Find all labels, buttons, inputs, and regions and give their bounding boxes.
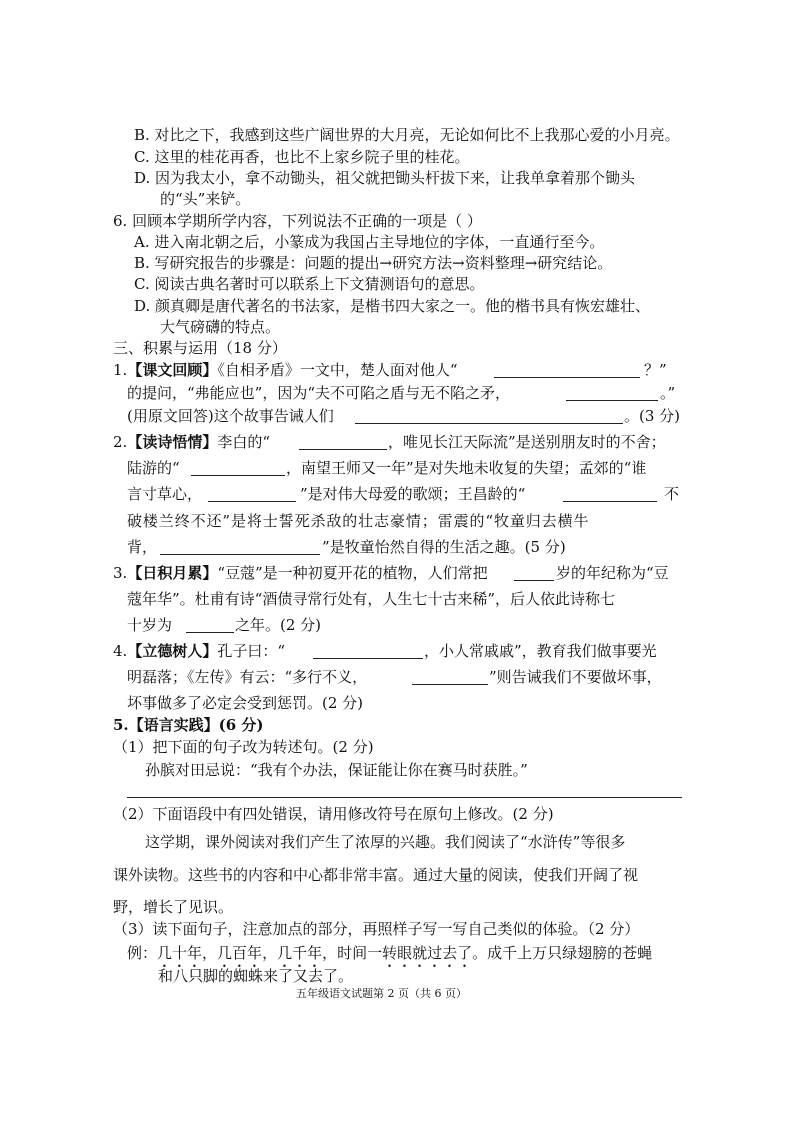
q2-line-4: 破楼兰终不还”是将士誓死杀敌的壮志豪情；雷震的“牧童归去横牛 <box>127 512 590 530</box>
q1-blank-2[interactable] <box>566 400 658 401</box>
q3-text: “豆蔻”是一种初夏开花的植物，人们常把 <box>217 564 488 582</box>
q5-paragraph-line-3: 野，增长了见识。 <box>113 898 234 916</box>
q4-text: ，小人常戚戚”，教育我们做事要光 <box>424 642 657 660</box>
q2-tag: 【读诗悟情】 <box>127 433 218 451</box>
section-title: 三、积累与运用（18 分） <box>113 339 287 357</box>
q2-text: ”是牧童怡然自得的生活之趣。(5 分) <box>322 538 566 556</box>
q2-text: 不 <box>664 485 680 503</box>
q4-tag: 【立德树人】 <box>127 642 218 660</box>
question-5-title: 5.【语言实践】(6 分) <box>113 716 264 734</box>
q4-number: 4. <box>113 642 128 660</box>
q3-blank-2[interactable] <box>186 632 234 633</box>
example-label: 例： <box>127 944 158 962</box>
q2-text: ，唯见长江天际流”是送别朋友时的不舍； <box>388 433 666 451</box>
question-3-line-1 <box>113 563 488 583</box>
option-d: D. 因为我太小，拿不动锄头，祖父就把锄头杆拔下来，让我单拿着那个锄头 <box>134 169 636 187</box>
q1-blank-3[interactable] <box>355 423 623 424</box>
q3-text: 之年。(2 分) <box>235 616 322 634</box>
q6-option-c: C. 阅读古典名著时可以联系上下文猜测语句的意思。 <box>134 275 485 293</box>
q2-blank-4[interactable] <box>563 501 657 502</box>
q1-text: 。(3 分) <box>624 407 681 425</box>
q5-example-line-2: 和八只脚的蜘蛛来了又去了。 <box>158 967 354 985</box>
q1-text: ？” <box>644 361 667 379</box>
emphasized-text: 几百年 <box>217 944 263 962</box>
emphasized-text: 转眼就过去了 <box>382 944 473 962</box>
q5-answer-line[interactable] <box>127 797 682 798</box>
q2-line-2: 陆游的“ <box>127 459 180 477</box>
q2-blank-1[interactable] <box>299 449 387 450</box>
question-1-line-1 <box>113 360 458 380</box>
q1-number: 1. <box>113 361 128 379</box>
q3-line-2: 蔻年华”。杜甫有诗“酒债寻常行处有，人生七十古来稀”，后人依此诗称七 <box>127 590 616 608</box>
q4-line-2: 明磊落；《左传》有云：“多行不义， <box>127 668 368 686</box>
q2-blank-3[interactable] <box>208 501 296 502</box>
question-6-stem: 6. 回顾本学期所学内容，下列说法不正确的一项是（ ） <box>113 212 482 230</box>
q6-option-b: B. 写研究报告的步骤是：问题的提出→研究方法→资料整理→研究结论。 <box>134 254 613 272</box>
q6-option-d: D. 颜真卿是唐代著名的书法家，是楷书四大家之一。他的楷书具有恢宏雄壮、 <box>134 297 651 315</box>
q3-tag: 【日积月累】 <box>127 564 218 582</box>
q4-blank-2[interactable] <box>412 684 488 685</box>
example-text: ， <box>202 944 218 962</box>
q5-sub-1-sentence: 孙膑对田忌说：“我有个办法，保证能让你在赛马时获胜。” <box>145 761 528 779</box>
q2-text: ，南望王师又一年”是对失地未收复的失望；孟郊的“谁 <box>286 459 647 477</box>
example-text: ， <box>262 944 278 962</box>
option-d-cont: 的“头”来铲。 <box>160 190 251 208</box>
q4-line-3: 坏事做多了必定会受到惩罚。(2 分) <box>127 694 364 712</box>
q2-text: ”是对伟大母爱的歌颂；王昌龄的“ <box>300 485 526 503</box>
q5-paragraph-line-1: 这学期，课外阅读对我们产生了浓厚的兴趣。我们阅读了“水浒传”等很多 <box>145 833 626 851</box>
q2-blank-2[interactable] <box>191 475 285 476</box>
q2-number: 2. <box>113 433 128 451</box>
q1-tag: 【课文回顾】 <box>127 361 218 379</box>
q5-paragraph-line-2: 课外读物。这些书的内容和中心都非常丰富。通过大量的阅读，使我们开阔了视 <box>113 866 639 884</box>
q4-blank-1[interactable] <box>313 658 423 659</box>
q2-line-5: 背， <box>127 538 158 556</box>
q1-line-3: (用原文回答)这个故事告诫人们 <box>127 407 334 425</box>
q5-sub-3: （3）读下面句子，注意加点的部分，再照样子写一写自己类似的体验。（2 分） <box>113 920 640 938</box>
q3-number: 3. <box>113 564 128 582</box>
q2-text: 李白的“ <box>217 433 270 451</box>
q2-line-3: 言寸草心， <box>127 485 203 503</box>
option-c: C. 这里的桂花再香，也比不上家乡院子里的桂花。 <box>134 148 470 166</box>
q2-blank-5[interactable] <box>160 554 320 555</box>
example-text: 。成千上万只绿翅膀的苍蝇 <box>472 944 653 962</box>
q6-option-a: A. 进入南北朝之后，小篆成为我国占主导地位的字体，一直通行至今。 <box>134 233 605 251</box>
q4-text: ”则告诫我们不要做坏事， <box>489 668 662 686</box>
q1-line-2: 的提问，“弗能应也”，因为“夫不可陷之盾与无不陷之矛， <box>127 384 511 402</box>
q3-line-3: 十岁为 <box>127 616 173 634</box>
example-text: ，时间一 <box>322 944 383 962</box>
emphasized-text: 几十年 <box>157 944 203 962</box>
q3-blank-1[interactable] <box>514 580 554 581</box>
q5-sub-2: （2）下面语段中有四处错误，请用修改符号在原句上修改。(2 分) <box>113 805 554 823</box>
q1-text: 。” <box>660 384 676 402</box>
q3-text: 岁的年纪称为“豆 <box>556 564 669 582</box>
q5-sub-1: （1）把下面的句子改为转述句。(2 分) <box>113 738 374 756</box>
q1-blank-1[interactable] <box>494 377 640 378</box>
question-4-line-1 <box>113 641 285 661</box>
page-footer: 五年级语文试题第 2 页（共 6 页） <box>296 987 467 1000</box>
q4-text: 孔子曰：“ <box>217 642 285 660</box>
question-2-line-1 <box>113 432 270 452</box>
q6-option-d-cont: 大气磅礴的特点。 <box>160 318 281 336</box>
option-b: B. 对比之下，我感到这些广阔世界的大月亮，无论如何比不上我那心爱的小月亮。 <box>134 126 680 144</box>
emphasized-text: 几千年 <box>277 944 323 962</box>
q1-text: 《自相矛盾》一文中，楚人面对他人“ <box>217 361 458 379</box>
